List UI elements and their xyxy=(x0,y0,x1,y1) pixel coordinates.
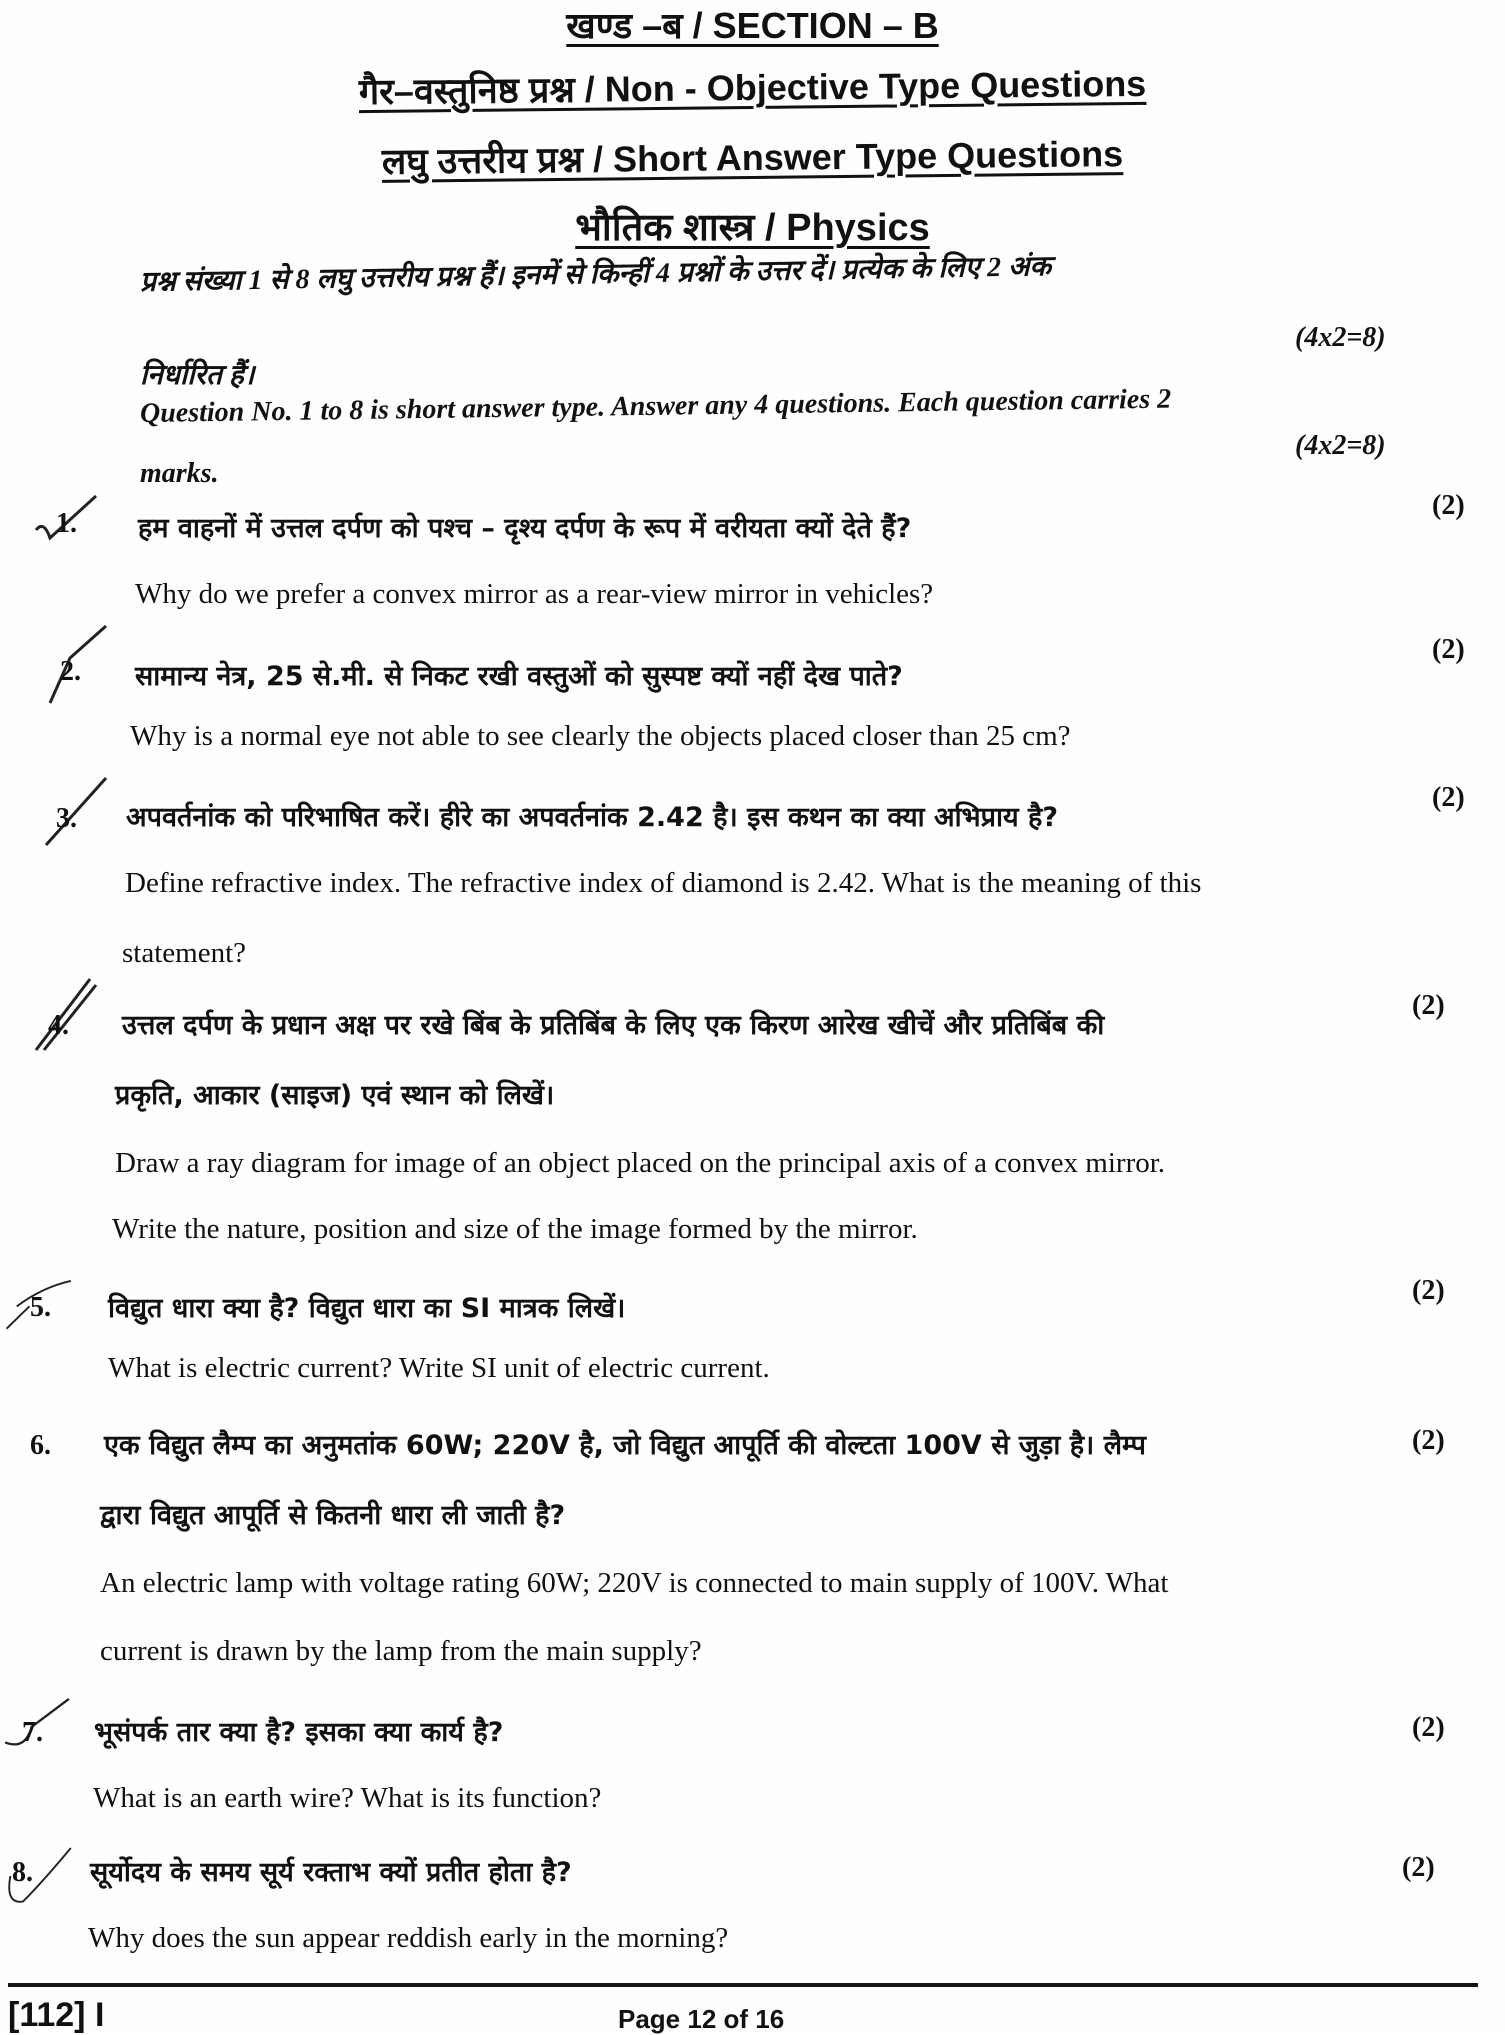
question-text-hindi-line2: प्रकृति, आकार (साइज) एवं स्थान को लिखें। xyxy=(115,1080,555,1111)
question-text-english-line1: Draw a ray diagram for image of an object placed on the principal axis of a convex mirror. xyxy=(115,1147,1166,1179)
question-number: 8. xyxy=(12,1857,33,1888)
instructions-hindi-line2: निर्धारित हैं। xyxy=(140,360,255,391)
question-type-heading xyxy=(0,54,1505,119)
section-heading xyxy=(0,0,1505,49)
question-number: 5. xyxy=(30,1292,51,1323)
question-marks: (2) xyxy=(1412,1712,1445,1743)
question-number: 6. xyxy=(30,1430,51,1461)
question-text-english: What is electric current? Write SI unit of electric current. xyxy=(108,1352,770,1384)
question-marks: (2) xyxy=(1412,990,1445,1021)
section-heading-text: खण्ड –ब / SECTION – B xyxy=(566,5,939,46)
question-text-hindi: विद्युत धारा क्या है? विद्युत धारा का SI मात्रक लिखें। xyxy=(108,1293,626,1324)
page-number: Page 12 of 16 xyxy=(618,2004,785,2034)
question-text-hindi: सूर्योदय के समय सूर्य रक्ताभ क्यों प्रतीत होता है? xyxy=(90,1857,572,1888)
question-number: 4. xyxy=(48,1010,69,1041)
subject-text: भौतिक शास्त्र / Physics xyxy=(575,207,930,249)
question-marks: (2) xyxy=(1432,634,1465,665)
question-text-english-line2: current is drawn by the lamp from the main supply? xyxy=(100,1635,702,1667)
footer-divider xyxy=(8,1983,1478,1987)
question-text-english: Why does the sun appear reddish early in the morning? xyxy=(88,1922,729,1954)
question-number: 1. xyxy=(56,508,77,539)
question-text-hindi-line1: एक विद्युत लैम्प का अनुमतांक 60W; 220V है, जो विद्युत आपूर्ति की वोल्टता 100V से जुड़ा है। लैम्प xyxy=(104,1430,1146,1461)
question-text-hindi: अपवर्तनांक को परिभाषित करें। हीरे का अपवर्तनांक 2.42 है। इस कथन का क्या अभिप्राय है? xyxy=(126,802,1059,833)
question-text-english: What is an earth wire? What is its function? xyxy=(93,1782,602,1814)
question-type-text: गैर–वस्तुनिष्ठ प्रश्न / Non - Objective Type Questions xyxy=(358,62,1147,113)
question-number: 7. xyxy=(22,1717,43,1748)
question-text-english-line2: statement? xyxy=(122,937,247,969)
question-marks: (2) xyxy=(1412,1425,1445,1456)
paper-code: [112] I xyxy=(8,1996,105,2034)
instructions-english-line1: Question No. 1 to 8 is short answer type. Answer any 4 questions. Each question carries 2 xyxy=(139,383,1172,429)
question-subtype-text: लघु उत्तरीय प्रश्न / Short Answer Type Questions xyxy=(381,133,1124,182)
question-text-english: Why is a normal eye not able to see clearly the objects placed closer than 25 cm? xyxy=(130,720,1071,752)
question-text-hindi: हम वाहनों में उत्तल दर्पण को पश्च – दृश्य दर्पण के रूप में वरीयता क्यों देते हैं? xyxy=(138,513,912,544)
instructions-hindi-line1: प्रश्न संख्या 1 से 8 लघु उत्तरीय प्रश्न हैं। इनमें से किन्हीं 4 प्रश्नों के उत्तर दें। प्रत्येक के लिए 2 अंक xyxy=(139,251,1052,298)
question-number: 2. xyxy=(60,656,81,687)
instructions-hindi-marks: (4x2=8) xyxy=(1295,322,1386,353)
question-marks: (2) xyxy=(1432,490,1465,521)
question-text-english-line1: An electric lamp with voltage rating 60W; 220V is connected to main supply of 100V. What xyxy=(100,1567,1169,1599)
instructions-english-marks: (4x2=8) xyxy=(1295,430,1386,461)
question-text-hindi: सामान्य नेत्र, 25 से.मी. से निकट रखी वस्तुओं को सुस्पष्ट क्यों नहीं देख पाते? xyxy=(135,661,903,692)
question-text-hindi-line1: उत्तल दर्पण के प्रधान अक्ष पर रखे बिंब के प्रतिबिंब के लिए एक किरण आरेख खीचें और प्रतिबिंब की xyxy=(122,1010,1105,1041)
question-marks: (2) xyxy=(1412,1275,1445,1306)
question-text-hindi-line2: द्वारा विद्युत आपूर्ति से कितनी धारा ली जाती है? xyxy=(100,1500,566,1531)
question-marks: (2) xyxy=(1432,782,1465,813)
question-marks: (2) xyxy=(1402,1852,1435,1883)
question-number: 3. xyxy=(56,803,77,834)
question-text-english-line1: Define refractive index. The refractive index of diamond is 2.42. What is the meaning of this xyxy=(125,867,1202,899)
question-subtype-heading xyxy=(0,124,1505,189)
question-text-english-line2: Write the nature, position and size of the image formed by the mirror. xyxy=(112,1213,918,1245)
question-text-hindi: भूसंपर्क तार क्या है? इसका क्या कार्य है? xyxy=(94,1717,504,1748)
question-text-english: Why do we prefer a convex mirror as a rear-view mirror in vehicles? xyxy=(135,578,934,610)
instructions-english-line2: marks. xyxy=(140,458,219,489)
